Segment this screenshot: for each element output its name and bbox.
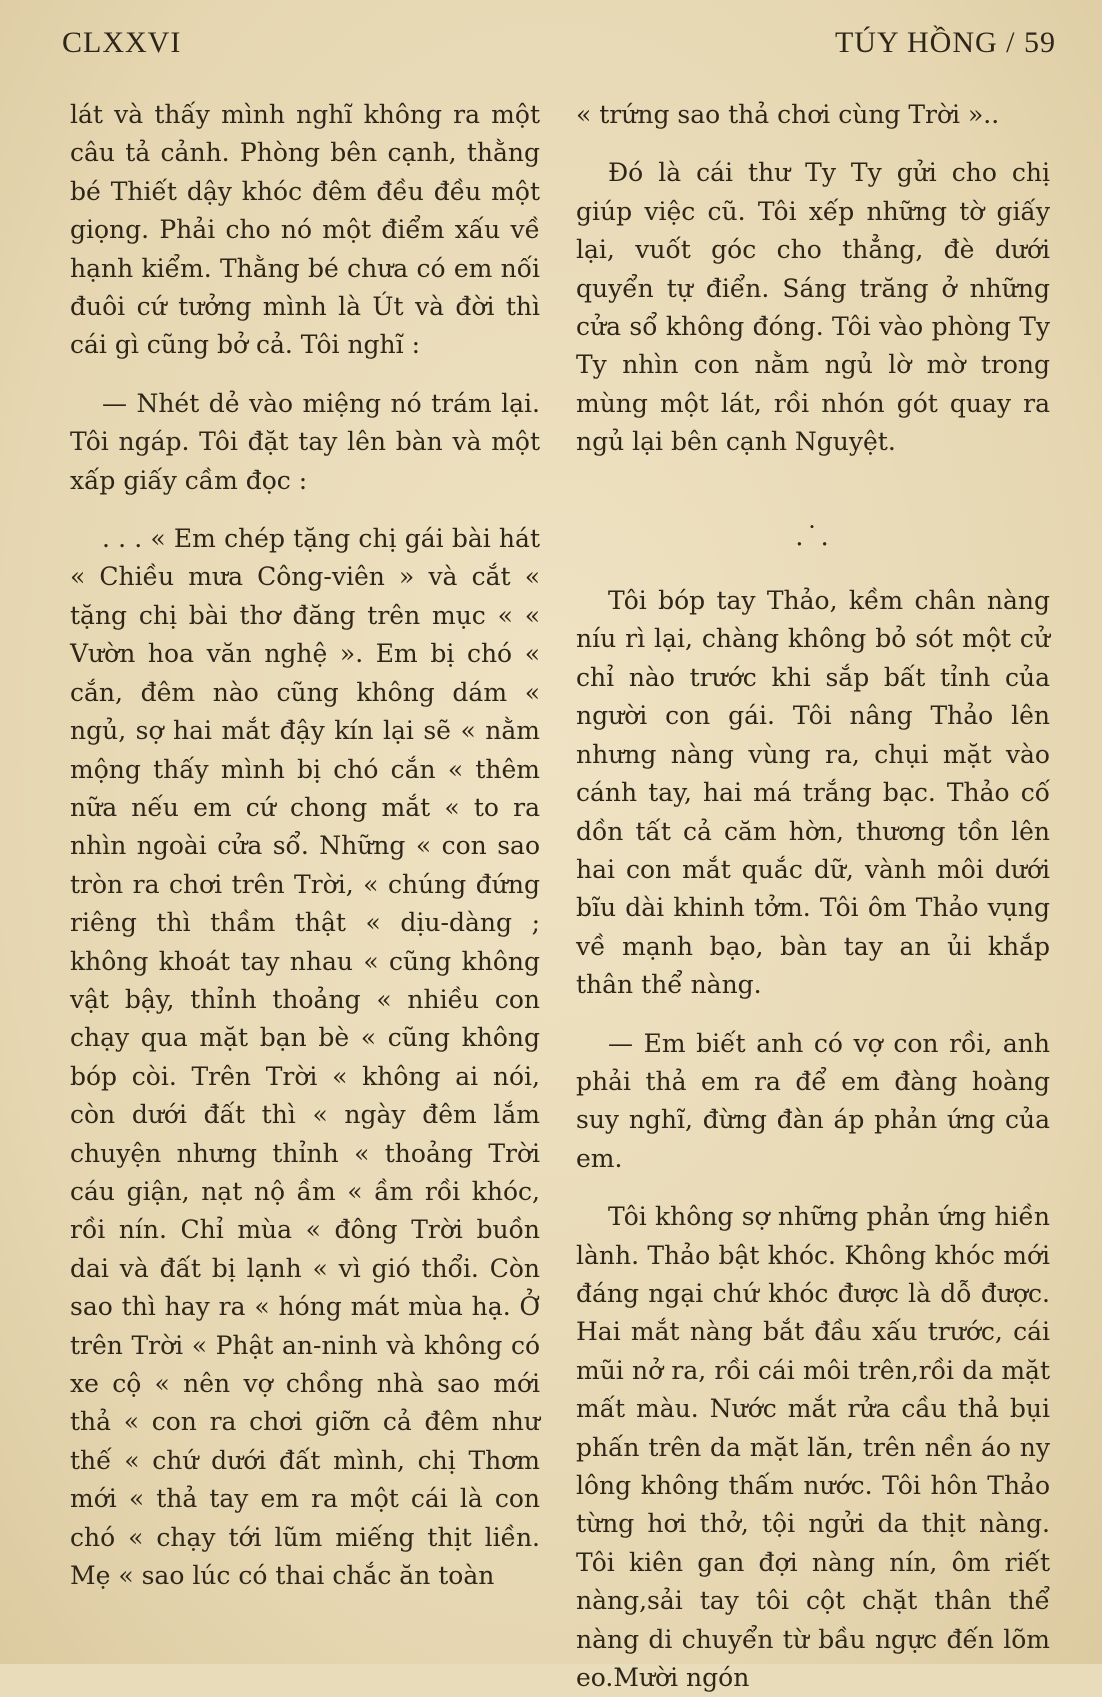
paragraph: lát và thấy mình nghĩ không ra một câu tả cảnh. Phòng bên cạnh, thằng bé Thiết dậy khóc đêm đều đều một giọng. Phải cho nó một điểm xấu về hạnh kiểm. Thằng bé chưa có em nối đuôi cứ tưởng mình là Út và đời thì cái gì cũng bở cả. Tôi nghĩ : bbox=[70, 100, 540, 360]
paragraph: « trứng sao thả chơi cùng Trời ».. bbox=[576, 100, 1000, 129]
running-header bbox=[62, 26, 1056, 70]
dialogue-paragraph: — Em biết anh có vợ con rồi, anh phải thả em ra để em đàng hoàng suy nghĩ, đừng đàn áp phản ứng của em. bbox=[576, 1028, 1050, 1173]
section-ornament: .˙. bbox=[795, 521, 831, 552]
chapter-number: CLXXVI bbox=[62, 26, 182, 59]
letter-quote: . . . « Em chép tặng chị gái bài hát « Chiều mưa Công-viên » và cắt « tặng chị bài thơ đăng trên mục « « Vườn hoa văn nghệ ». Em bị chó « cắn, đêm nào cũng không dám « ngủ, sợ hai mắt đậy kín lại sẽ « nằm mộng thấy mình bị chó cắn « thêm nữa nếu em cứ chong mắt « to ra nhìn ngoài cửa sổ. Những « con sao tròn ra chơi trên Trời, « chúng đứng riêng thì thầm thật « dịu-dàng ; không khoát tay nhau « cũng không vật bậy, thỉnh thoảng « nhiều con chạy qua mặt bạn bè « cũng không bóp còi. Trên Trời « không ai nói, còn dưới đất thì « ngày đêm lắm chuyện nhưng thỉnh « thoảng Trời cáu giận, nạt nộ ầm « ầm rồi khóc, rồi nín. Chỉ mùa « đông Trời buồn dai và đất bị lạnh « vì gió thổi. Còn sao thì hay ra « hóng mát mùa hạ. Ở trên Trời « Phật an-ninh và không có xe cộ « nên vợ chồng nhà sao mới thả « con ra chơi giỡn cả đêm như thế « chứ dưới đất mình, chị Thơm mới « thả tay em ra một cái là con chó « chạy tới lũm miếng thịt liền. Mẹ « sao lúc có thai chắc ăn toàn bbox=[70, 524, 540, 1591]
paragraph: Đó là cái thư Ty Ty gửi cho chị giúp việc cũ. Tôi xếp những tờ giấy lại, vuốt góc cho thẳng, đè dưới quyển tự điển. Sáng trăng ở những cửa sổ không đóng. Tôi vào phòng Ty Ty nhìn con nằm ngủ lờ mờ trong mùng một lát, rồi nhón gót quay ra ngủ lại bên cạnh Nguyệt. bbox=[576, 158, 1050, 457]
paragraph: Tôi không sợ những phản ứng hiền lành. Thảo bật khóc. Không khóc mới đáng ngại chứ khóc được là dỗ được. Hai mắt nàng bắt đầu xấu trước, cái mũi nở ra, rồi cái môi trên,rồi da mặt mất màu. Nước mắt rửa cầu thả bụi phấn trên da mặt lăn, trên nền áo ny lông không thấm nước. Tôi hôn Thảo từng hơi thở, tội ngửi da thịt nàng. Tôi kiên gan đợi nàng nín, ôm riết nàng,sải tay tôi cột chặt thân thể nàng di chuyển từ bầu ngực đến lõm eo.Mười ngón bbox=[576, 1202, 1050, 1693]
right-column bbox=[576, 96, 1050, 1697]
left-column bbox=[70, 96, 540, 1595]
paragraph: Tôi bóp tay Thảo, kềm chân nàng níu rì lại, chàng không bỏ sót một cử chỉ nào trước khi sắp bất tỉnh của người con gái. Tôi nâng Thảo lên nhưng nàng vùng ra, chụi mặt vào cánh tay, hai má trắng bạc. Thảo cố dồn tất cả căm hờn, thương tồn lên hai con mắt quắc dữ, vành môi dưới bĩu dài khinh tởm. Tôi ôm Thảo vụng về mạnh bạo, bàn tay an ủi khắp thân thể nàng. bbox=[576, 586, 1050, 1000]
paragraph: — Nhét dẻ vào miệng nó trám lại. Tôi ngáp. Tôi đặt tay lên bàn và một xấp giấy cầm đọc : bbox=[70, 388, 540, 495]
author-page-number: TÚY HỒNG / 59 bbox=[834, 26, 1056, 59]
